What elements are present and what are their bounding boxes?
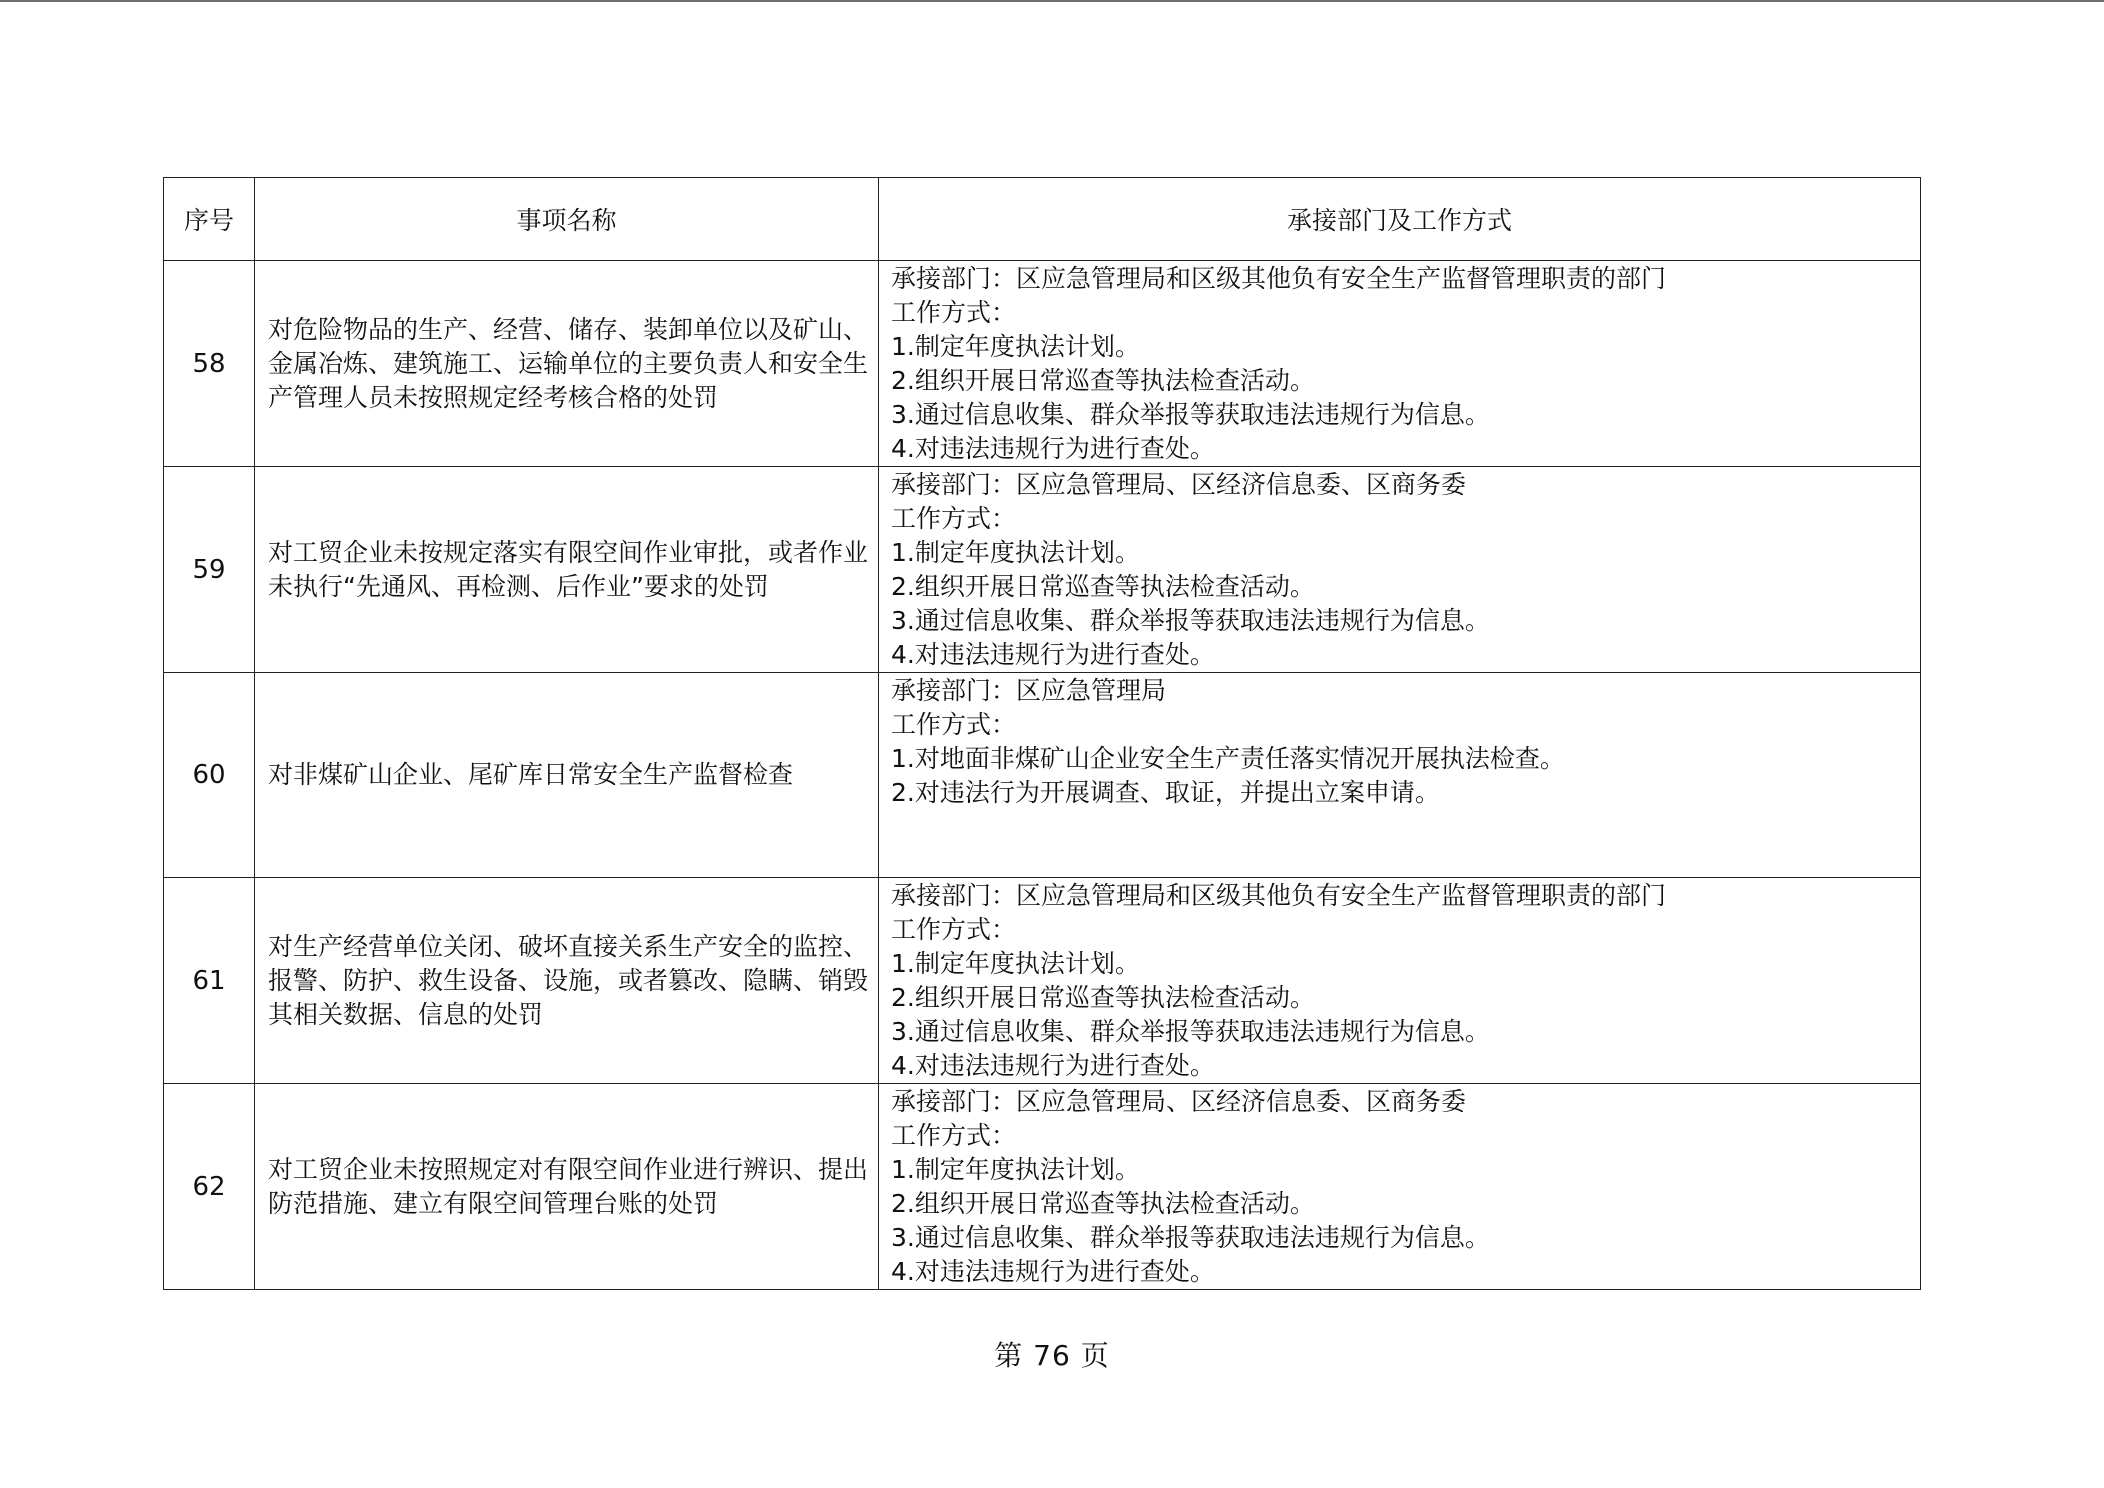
- row-seq: 60: [164, 673, 255, 878]
- detail-line: 承接部门：区应急管理局: [891, 676, 1167, 705]
- detail-line: 工作方式：: [891, 1121, 1017, 1150]
- row-department-method: [879, 467, 1921, 673]
- row-department-method: [879, 878, 1921, 1084]
- row-seq: 61: [164, 878, 255, 1084]
- detail-line: 3.通过信息收集、群众举报等获取违法违规行为信息。: [891, 1017, 1490, 1046]
- table-row: [164, 1084, 1921, 1290]
- row-seq: 62: [164, 1084, 255, 1290]
- detail-line: 2.组织开展日常巡查等执法检查活动。: [891, 1189, 1315, 1218]
- detail-line: 承接部门：区应急管理局和区级其他负有安全生产监督管理职责的部门: [891, 264, 1667, 293]
- detail-line: 1.制定年度执法计划。: [891, 538, 1140, 567]
- detail-line: 承接部门：区应急管理局、区经济信息委、区商务委: [891, 470, 1467, 499]
- row-matter-name: 对生产经营单位关闭、破坏直接关系生产安全的监控、报警、防护、救生设备、设施，或者篡改、隐瞒、销毁其相关数据、信息的处罚: [255, 878, 879, 1084]
- table-row: [164, 261, 1921, 467]
- row-department-method: [879, 673, 1921, 878]
- matters-table: [163, 177, 1921, 1290]
- top-border-line: [0, 0, 2104, 2]
- detail-line: 2.组织开展日常巡查等执法检查活动。: [891, 366, 1315, 395]
- detail-line: 工作方式：: [891, 710, 1017, 739]
- table-body: [164, 261, 1921, 1290]
- detail-line: 3.通过信息收集、群众举报等获取违法违规行为信息。: [891, 606, 1490, 635]
- table-row: [164, 467, 1921, 673]
- detail-line: 1.制定年度执法计划。: [891, 332, 1140, 361]
- header-seq: 序号: [164, 178, 255, 261]
- row-department-method: [879, 261, 1921, 467]
- detail-line: 3.通过信息收集、群众举报等获取违法违规行为信息。: [891, 1223, 1490, 1252]
- detail-line: 2.对违法行为开展调查、取证，并提出立案申请。: [891, 778, 1440, 807]
- row-matter-name: 对工贸企业未按照规定对有限空间作业进行辨识、提出防范措施、建立有限空间管理台账的处罚: [255, 1084, 879, 1290]
- row-seq: 58: [164, 261, 255, 467]
- detail-line: 3.通过信息收集、群众举报等获取违法违规行为信息。: [891, 400, 1490, 429]
- detail-line: 4.对违法违规行为进行查处。: [891, 434, 1215, 463]
- detail-line: 承接部门：区应急管理局和区级其他负有安全生产监督管理职责的部门: [891, 881, 1667, 910]
- header-department-method: 承接部门及工作方式: [879, 178, 1921, 261]
- detail-line: 4.对违法违规行为进行查处。: [891, 640, 1215, 669]
- detail-line: 工作方式：: [891, 915, 1017, 944]
- detail-line: 2.组织开展日常巡查等执法检查活动。: [891, 983, 1315, 1012]
- detail-line: 4.对违法违规行为进行查处。: [891, 1051, 1215, 1080]
- row-seq: 59: [164, 467, 255, 673]
- detail-line: 1.制定年度执法计划。: [891, 949, 1140, 978]
- table-row: [164, 673, 1921, 878]
- detail-line: 工作方式：: [891, 298, 1017, 327]
- detail-line: 工作方式：: [891, 504, 1017, 533]
- detail-line: 2.组织开展日常巡查等执法检查活动。: [891, 572, 1315, 601]
- detail-line: 1.对地面非煤矿山企业安全生产责任落实情况开展执法检查。: [891, 744, 1565, 773]
- row-department-method: [879, 1084, 1921, 1290]
- table-header-row: [164, 178, 1921, 261]
- row-matter-name: 对工贸企业未按规定落实有限空间作业审批，或者作业未执行“先通风、再检测、后作业”要求的处罚: [255, 467, 879, 673]
- page-number: 第 76 页: [994, 1339, 1110, 1372]
- detail-line: 1.制定年度执法计划。: [891, 1155, 1140, 1184]
- detail-line: 承接部门：区应急管理局、区经济信息委、区商务委: [891, 1087, 1467, 1116]
- row-matter-name: 对非煤矿山企业、尾矿库日常安全生产监督检查: [255, 673, 879, 878]
- detail-line: 4.对违法违规行为进行查处。: [891, 1257, 1215, 1286]
- table-row: [164, 878, 1921, 1084]
- row-matter-name: 对危险物品的生产、经营、储存、装卸单位以及矿山、金属冶炼、建筑施工、运输单位的主要负责人和安全生产管理人员未按照规定经考核合格的处罚: [255, 261, 879, 467]
- header-matter-name: 事项名称: [255, 178, 879, 261]
